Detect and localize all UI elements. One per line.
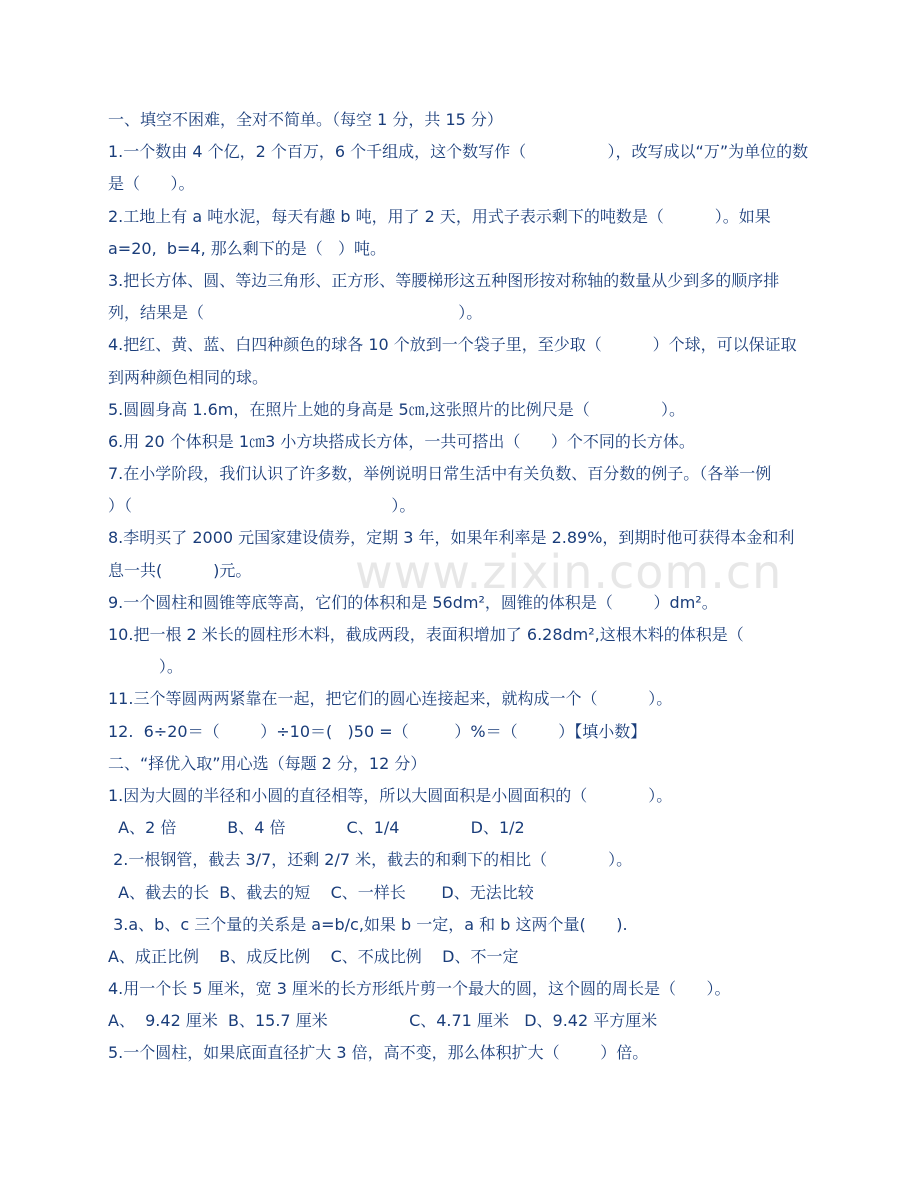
question-line: ）。 [108, 657, 183, 677]
question-line: 息一共( )元。 [108, 560, 252, 580]
question-line: 4.把红、黄、蓝、白四种颜色的球各 10 个放到一个袋子里，至少取（ ）个球，可以保证取 [108, 335, 797, 355]
question-line: 到两种颜色相同的球。 [108, 367, 269, 387]
question-line: 列，结果是（ ）。 [108, 303, 483, 323]
answer-options: A、成正比例 B、成反比例 C、不成比例 D、不一定 [108, 946, 519, 966]
document-body [108, 104, 808, 1070]
question-line: 3.把长方体、圆、等边三角形、正方形、等腰梯形这五种图形按对称轴的数量从少到多的顺序排 [108, 270, 780, 290]
answer-options: A、截去的长 B、截去的短 C、一样长 D、无法比较 [108, 882, 534, 902]
question-line: 10.把一根 2 米长的圆柱形木料，截成两段，表面积增加了 6.28dm²,这根木料的体积是（ [108, 625, 744, 644]
question-line: 9.一个圆柱和圆锥等底等高，它们的体积和是 56dm²，圆锥的体积是（ ）dm²。 [108, 592, 718, 612]
answer-options: A、 9.42 厘米 B、15.7 厘米 C、4.71 厘米 D、9.42 平方厘米 [108, 1011, 658, 1031]
question-line: 1.一个数由 4 个亿，2 个百万，6 个千组成，这个数写作（ ），改写成以“万”为单位的数 [108, 142, 809, 162]
answer-options: A、2 倍 B、4 倍 C、1/4 D、1/2 [108, 818, 525, 838]
question-line: 6.用 20 个体积是 1㎝3 小方块搭成长方体，一共可搭出（ ）个不同的长方体。 [108, 431, 695, 451]
question-line: 5.一个圆柱，如果底面直径扩大 3 倍，高不变，那么体积扩大（ ）倍。 [108, 1043, 649, 1063]
section-heading: 二、“择优入取”用心选（每题 2 分，12 分） [108, 753, 427, 773]
question-line: 8.李明买了 2000 元国家建设债券，定期 3 年，如果年利率是 2.89%，到期时他可获得本金和利 [108, 528, 795, 548]
question-line: 2.一根钢管，截去 3/7，还剩 2/7 米，截去的和剩下的相比（ ）。 [108, 850, 633, 870]
question-line: 4.用一个长 5 厘米，宽 3 厘米的长方形纸片剪一个最大的圆，这个圆的周长是（ ）。 [108, 979, 731, 999]
question-line: a=20, b=4, 那么剩下的是（ ）吨。 [108, 238, 387, 258]
question-line: ）（ ）。 [108, 496, 416, 516]
question-line: 1.因为大圆的半径和小圆的直径相等，所以大圆面积是小圆面积的（ ）。 [108, 785, 673, 805]
question-line: 2.工地上有 a 吨水泥，每天有趣 b 吨，用了 2 天，用式子表示剩下的吨数是（ ）。如果 [108, 206, 771, 226]
question-line: 12. 6÷20＝（ ）÷10＝( )50 =（ ）%＝（ ）【填小数】 [108, 721, 647, 741]
section-heading: 一、填空不困难，全对不简单。（每空 1 分，共 15 分） [108, 110, 503, 129]
question-line: 7.在小学阶段，我们认识了许多数，举例说明日常生活中有关负数、百分数的例子。（各举一例 [108, 464, 772, 484]
watermark: www.zixin.com.cn [355, 545, 783, 599]
question-line: 3.a、b、c 三个量的关系是 a=b/c,如果 b 一定，a 和 b 这两个量( ). [108, 914, 628, 934]
question-line: 5.圆圆身高 1.6m，在照片上她的身高是 5㎝,这张照片的比例尺是（ ）。 [108, 399, 685, 419]
question-line: 是（ ）。 [108, 174, 195, 194]
question-line: 11.三个等圆两两紧靠在一起，把它们的圆心连接起来，就构成一个（ ）。 [108, 689, 673, 709]
